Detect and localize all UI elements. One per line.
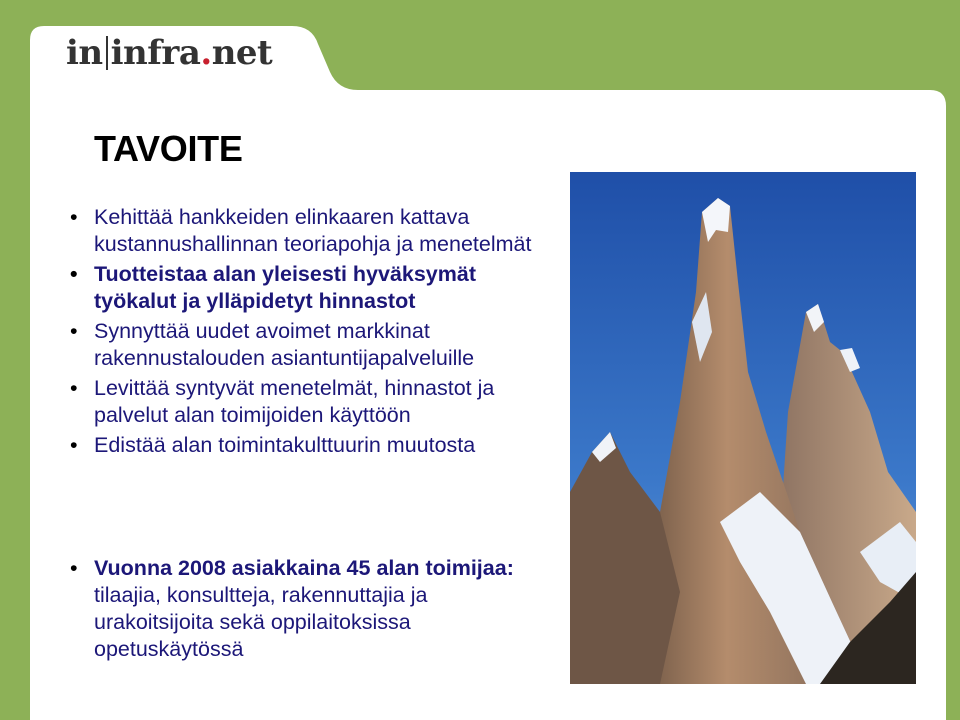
infra-logo: in infra.net — [66, 33, 273, 73]
list-item: • Levittää syntyvät menetelmät, hinnastot ja palvelut alan toimijoiden käyttöön — [70, 375, 540, 429]
goals-list — [70, 204, 540, 462]
mountain-photo — [570, 172, 916, 684]
list-item: • Edistää alan toimintakulttuurin muutosta — [70, 432, 540, 459]
list-item: • Synnyttää uudet avoimet markkinat rakennustalouden asiantuntijapalveluille — [70, 318, 540, 372]
customers-list — [70, 555, 540, 666]
list-item: • Vuonna 2008 asiakkaina 45 alan toimijaa: tilaajia, konsultteja, rakennuttajia ja urakoitsijoita sekä oppilaitoksissa opetuskäytössä — [70, 555, 540, 663]
page-title: TAVOITE — [94, 128, 243, 169]
list-item: • Tuotteistaa alan yleisesti hyväksymät työkalut ja ylläpidetyt hinnastot — [70, 261, 540, 315]
list-item: • Kehittää hankkeiden elinkaaren kattava kustannushallinnan teoriapohja ja menetelmät — [70, 204, 540, 258]
